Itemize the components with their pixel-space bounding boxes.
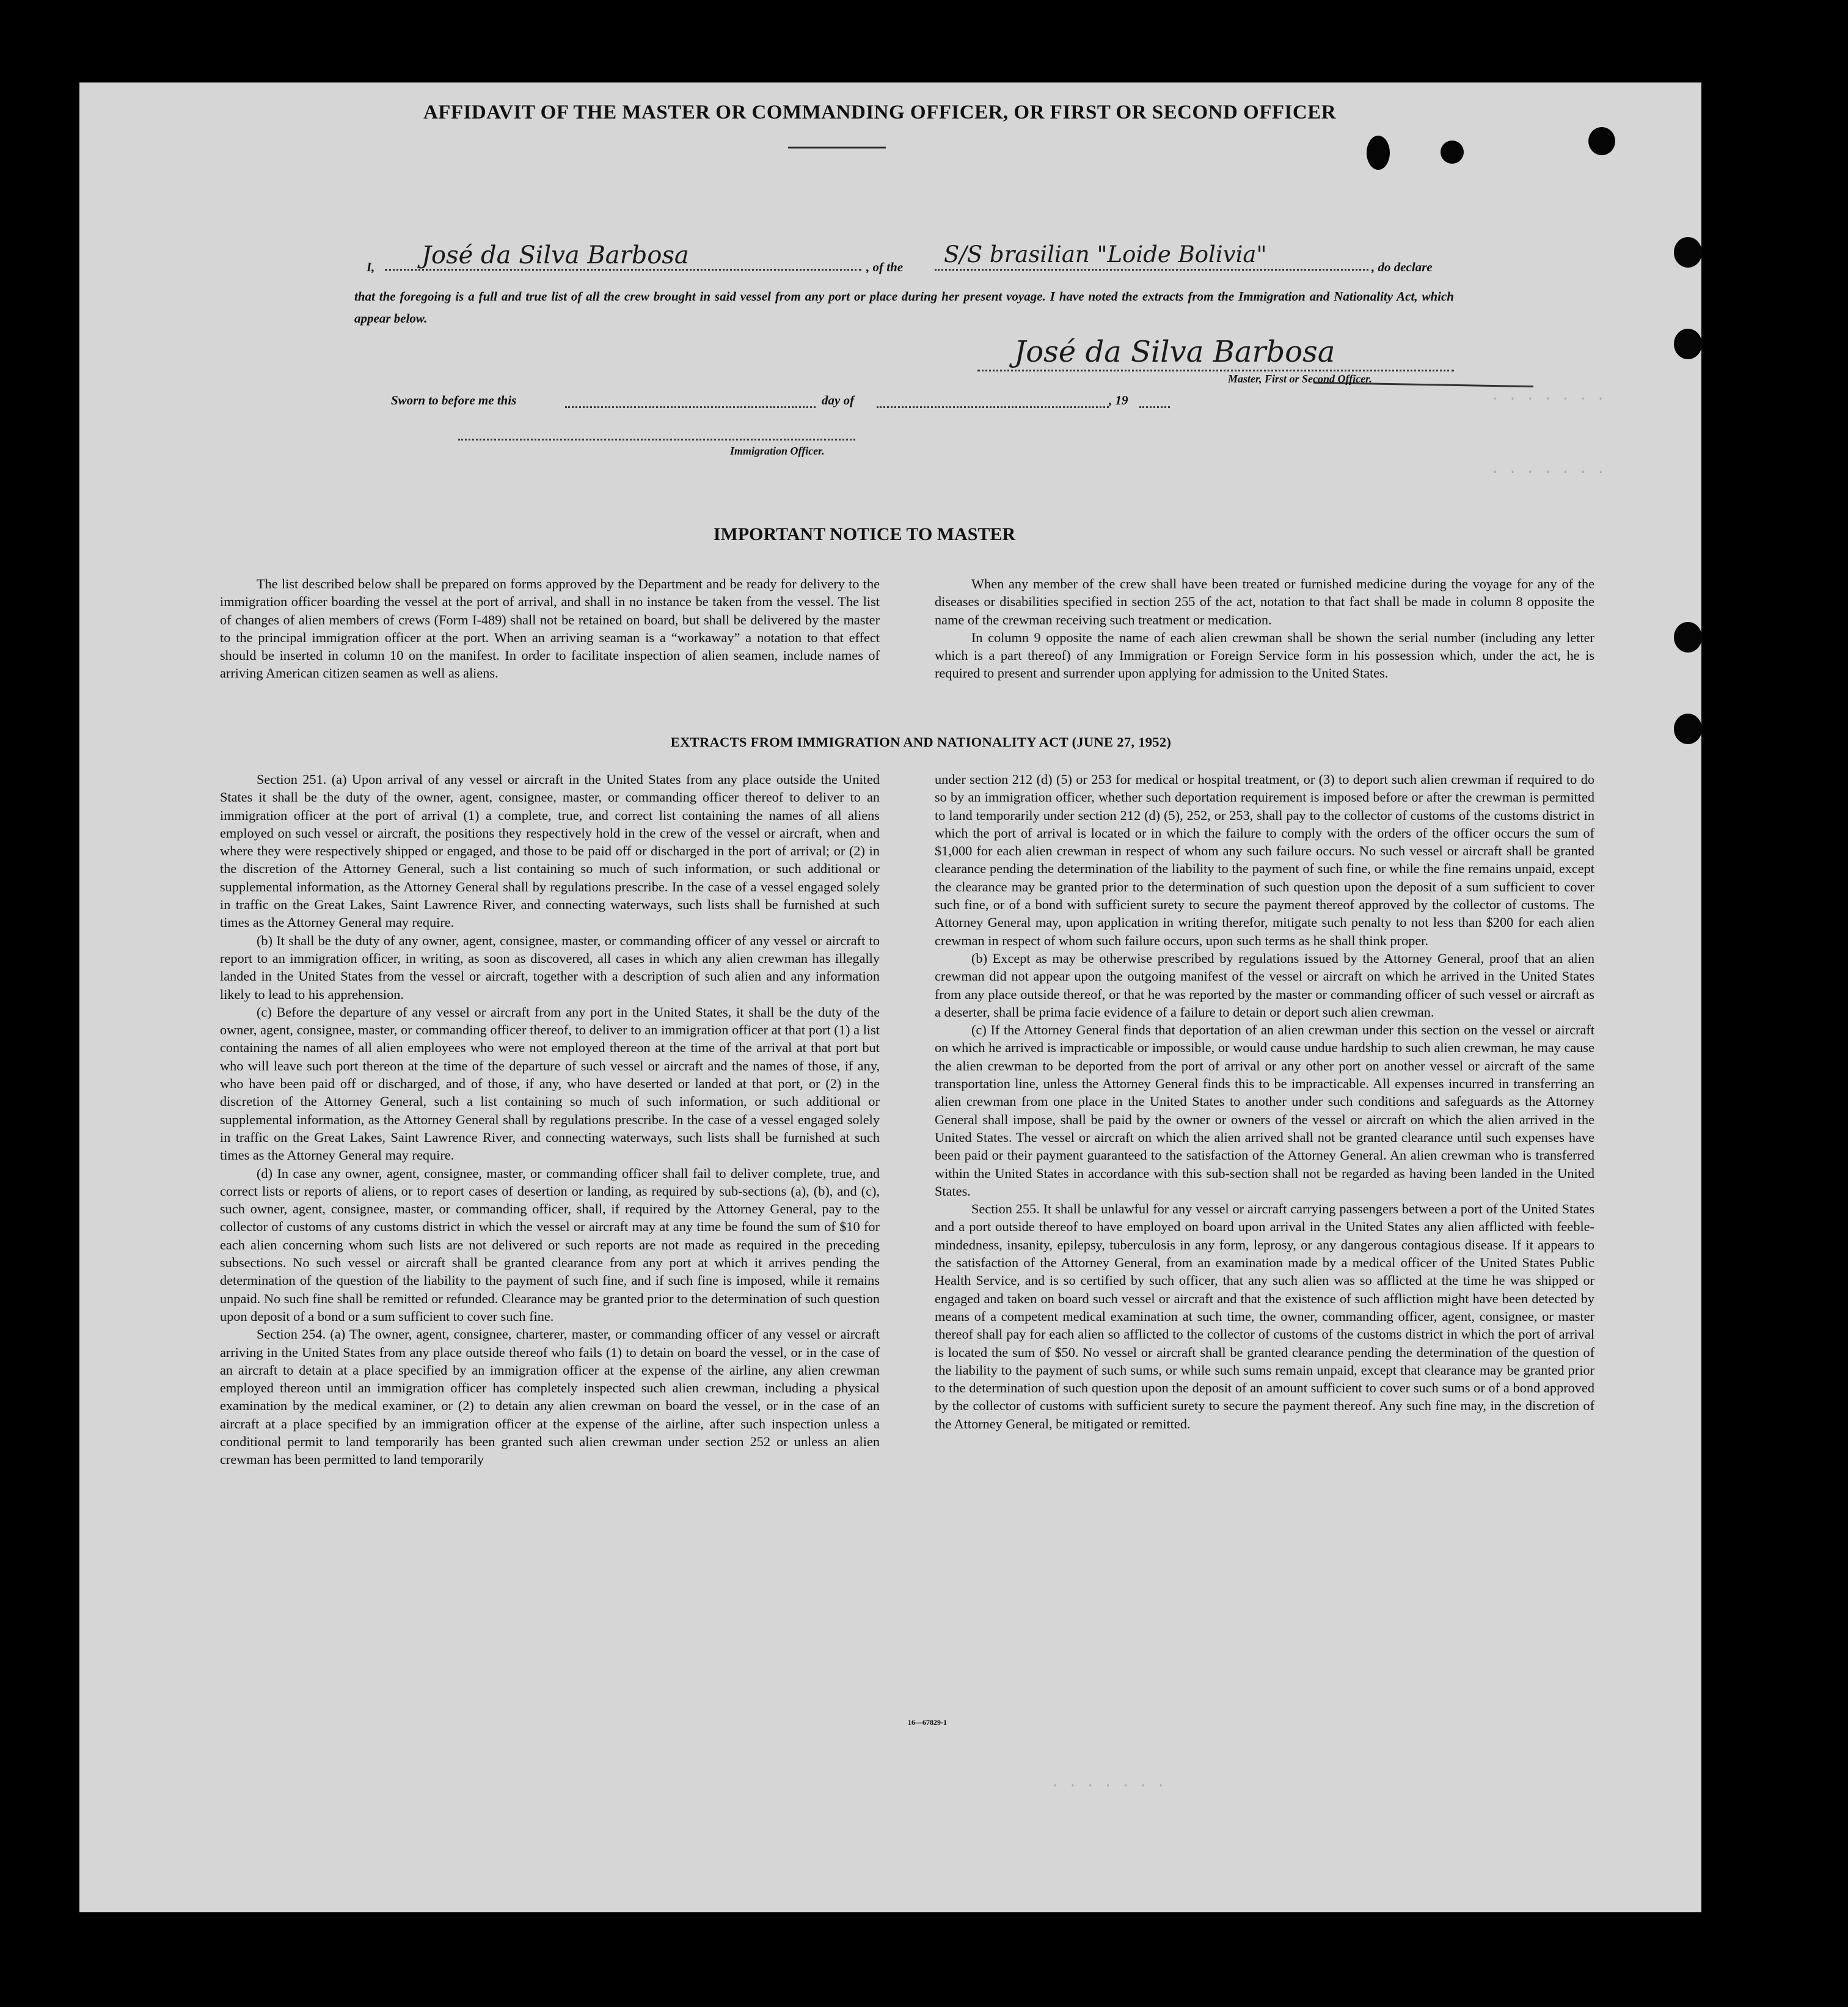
signature-caption: Master, First or Second Officer. bbox=[1228, 373, 1372, 385]
year-prefix: , 19 bbox=[1109, 393, 1128, 408]
notice-right-column bbox=[935, 575, 1594, 682]
bleed-through-text: · · · · · · · bbox=[1491, 464, 1605, 481]
declaration-body: that the foregoing is a full and true list of all the crew brought in said vessel from any port or place during her present voyage. I have noted the extracts from the Immigration and Nationality Act, which appear below. bbox=[354, 289, 1454, 326]
notice-paragraph: In column 9 opposite the name of each alien crewman shall be shown the serial number (including any letter which is a part thereof) of any Immigration or Foreign Service form in his possession which, under the act, he is required to present and surrender upon applying for admission to the United States. bbox=[935, 629, 1594, 681]
punch-hole bbox=[1674, 714, 1702, 744]
notice-paragraph: When any member of the crew shall have been treated or furnished medicine during the voyage for any of the diseases or disabilities specified in section 255 of the act, notation to that fact shall be made in column 8 opposite the name of the crewman receiving such treatment or medication. bbox=[935, 576, 1594, 627]
sworn-day-blank bbox=[565, 406, 816, 408]
act-paragraph: Section 254. (a) The owner, agent, consignee, charterer, master, or commanding officer of any vessel or aircraft arriving in the United States from any place outside thereof who fails (1) to detain on board the vessel, or in the case of an aircraft to detain at a place specified by an immigration officer at the expense of the airline, any alien crewman employed thereon until an immigration officer has completely inspected such alien crewman, including a physical examination by the medical examiner, or (2) to detain any alien crewman on board the vessel, or in the case of an aircraft at a place specified by an immigration officer at the expense of the airline, after such inspection unless a conditional permit to land temporarily has been granted such alien crewman under section 252 or unless an alien crewman has been permitted to land temporarily bbox=[220, 1326, 880, 1468]
extracts-right-column bbox=[935, 770, 1594, 1433]
immigration-officer-line bbox=[458, 439, 855, 441]
notice-paragraph: The list described below shall be prepared on forms approved by the Department and be ready for delivery to the immigration officer boarding the vessel at the port of arrival, and shall in no instance be taken from the vessel. The list of changes of alien members of crews (Form I-489) shall not be retained on board, but shall be delivered by the master to the principal immigration officer at the port. When an arriving seaman is a “workaway” a notation to that effect should be inserted in column 10 on the manifest. In order to facilitate inspection of alien seamen, include names of arriving American citizen seamen as well as aliens. bbox=[220, 576, 880, 681]
extracts-title: EXTRACTS FROM IMMIGRATION AND NATIONALITY ACT (JUNE 27, 1952) bbox=[670, 734, 1172, 750]
act-paragraph: Section 255. It shall be unlawful for any vessel or aircraft carrying passengers between a port of the United States and a port outside thereof to have employed on board upon arrival in the United States any alien afflicted with feeble-mindedness, insanity, epilepsy, tuberculosis in any form, leprosy, or any dangerous contagious disease. If it appears to the satisfaction of the Attorney General, from an examination made by a medical officer of the United States Public Health Service, and is so certified by such officer, that any such alien was so afflicted at the time he was shipped or engaged and taken on board such vessel or aircraft and that the existence of such affliction might have been detected by means of a competent medical examination at such time, the owner, commanding officer, agent, consignee, or master thereof shall pay for each alien so afflicted to the collector of customs of the customs district in which the port of arrival is located the sum of $50. No vessel or aircraft shall be granted clearance pending the determination of the question of the liability to the payment of such sums, or while such sums remain unpaid, except that clearance may be granted prior to the determination of such question upon the deposit of an amount sufficient to cover such sums or of a bond approved by the collector of customs with sufficient surety to secure the payment thereof. Any such fine may, in the discretion of the Attorney General, be mitigated or remitted. bbox=[935, 1201, 1594, 1431]
sworn-label: Sworn to before me this bbox=[391, 393, 517, 408]
do-declare-label: , do declare bbox=[1371, 260, 1433, 274]
act-paragraph: (c) Before the departure of any vessel or aircraft from any port in the United States, it shall be the duty of the owner, agent, consignee, master, or commanding officer thereof, to deliver to an immigration officer at that port (1) a list containing the names of all alien employees who were not employed thereon at the time of the arrival at that port but who will leave such port thereon at the time of the departure of such vessel or aircraft and the names of those, if any, who have been paid off or discharged, and of those, if any, who have deserted or landed at that port, or (2) in the discretion of the Attorney General, such a list containing so much of such information, or such additional or supplemental information, as the Attorney General shall by regulations prescribe. In the case of a vessel engaged solely in traffic on the Great Lakes, Saint Lawrence River, and connecting waterways, such lists shall be furnished at such times as the Attorney General may require. bbox=[220, 1004, 880, 1163]
sworn-month-blank bbox=[877, 406, 1109, 408]
form-number: 16—67829-1 bbox=[908, 1718, 947, 1727]
vessel-name-handwritten: S/S brasilian "Loide Bolivia" bbox=[944, 241, 1267, 268]
title-divider bbox=[788, 147, 886, 148]
act-paragraph: (c) If the Attorney General finds that deportation of an alien crewman under this section on the vessel or aircraft on which he arrived is impracticable or impossible, or would cause undue hardship to such alien crewman, he may cause the alien crewman to be deported from the port of arrival or any other port on another vessel or aircraft of the same transportation line, unless the Attorney General finds this to be impracticable. All expenses incurred in transferring an alien crewman from one place in the United States to another under such conditions and safeguards as the Attorney General shall impose, shall be paid by the owner or owners of the vessel or aircraft on which the alien arrived in the United States. The vessel or aircraft on which the alien arrived shall not be granted clearance until such expenses have been paid or their payment guaranteed to the satisfaction of the Attorney General. An alien crewman who is transferred within the United States in accordance with this sub-section shall not be regarded as having been landed in the United States. bbox=[935, 1022, 1594, 1199]
affidavit-title: AFFIDAVIT OF THE MASTER OR COMMANDING OFFICER, OR FIRST OR SECOND OFFICER bbox=[423, 101, 1337, 123]
punch-hole bbox=[1674, 237, 1702, 268]
bleed-through-text: · · · · · · · bbox=[1491, 391, 1605, 408]
bleed-through-text: · · · · · · · bbox=[1051, 1778, 1166, 1794]
declaration-line-prefix: I, bbox=[367, 260, 375, 274]
punch-hole bbox=[1674, 329, 1702, 359]
year-blank bbox=[1139, 406, 1170, 408]
day-of-label: day of bbox=[822, 393, 855, 408]
notice-left-column bbox=[220, 575, 880, 682]
punch-hole bbox=[1588, 127, 1615, 155]
signature-line bbox=[977, 370, 1454, 371]
of-the-label: , of the bbox=[866, 260, 904, 274]
act-paragraph: (b) It shall be the duty of any owner, agent, consignee, master, or commanding officer of any vessel or aircraft to report to an immigration officer, in writing, as soon as discovered, all cases in which any alien crewman has illegally landed in the United States from the vessel or aircraft, together with a description of such alien and any information likely to lead to his apprehension. bbox=[220, 932, 880, 1002]
punch-hole bbox=[1674, 622, 1702, 653]
act-paragraph: (b) Except as may be otherwise prescribed by regulations issued by the Attorney General, proof that an alien crewman did not appear upon the outgoing manifest of the vessel or aircraft on which he arrived in the United States from any place outside thereof, or that he was reported by the master or commanding officer of such vessel or aircraft as a deserter, shall be prima facie evidence of a failure to detain or deport such alien crewman. bbox=[935, 950, 1594, 1020]
notice-title: IMPORTANT NOTICE TO MASTER bbox=[713, 524, 1016, 544]
act-paragraph: Section 251. (a) Upon arrival of any vessel or aircraft in the United States from any place outside the United States it shall be the duty of the owner, agent, consignee, master, or commanding officer thereof to deliver to an immigration officer at the port of arrival (1) a complete, true, and correct list containing the names of all aliens employed on such vessel or aircraft, the positions they respectively hold in the crew of the vessel or aircraft, when and where they were respectively shipped or engaged, and those to be paid off or discharged in the port of arrival; or (2) in the discretion of the Attorney General, such a list containing so much of such information, or such additional or supplemental information, as the Attorney General shall by regulations prescribe. In the case of a vessel engaged solely in traffic on the Great Lakes, Saint Lawrence River, and connecting waterways, such lists shall be furnished at such times as the Attorney General may require. bbox=[220, 772, 880, 930]
punch-hole bbox=[1441, 141, 1464, 164]
act-paragraph: under section 212 (d) (5) or 253 for medical or hospital treatment, or (3) to deport such alien crewman if required to do so by an immigration officer, whether such deportation requirement is imposed before or after the crewman is permitted to land temporarily under section 212 (d) (5), 252, or 253, shall pay to the collector of customs of the customs district in which the port of arrival is located or in which the failure to comply with the orders of the officer occurs the sum of $1,000 for each alien crewman in respect of whom any such failure occurs. No such vessel or aircraft shall be granted clearance pending the determination of the liability to the payment of such fine, or while the fine remains unpaid, except the clearance may be granted prior to the determination of such question upon the deposit of a sum sufficient to cover such fine, or of a bond with sufficient surety to secure the payment thereof approved by the collector of customs. The Attorney General may, upon application in writing therefor, mitigate such penalty to not less than $200 for each alien crewman in respect of whom such failure occurs, upon such terms as he shall think proper. bbox=[935, 772, 1594, 948]
extracts-left-column bbox=[220, 770, 880, 1469]
master-signature: José da Silva Barbosa bbox=[1014, 335, 1335, 369]
vessel-name-blank bbox=[935, 269, 1368, 271]
immigration-officer-caption: Immigration Officer. bbox=[730, 445, 825, 457]
act-paragraph: (d) In case any owner, agent, consignee, master, or commanding officer shall fail to deliver complete, true, and correct lists or reports of aliens, or to report cases of desertion or landing, as required by sub-sections (a), (b), and (c), such owner, agent, consignee, master, or commanding officer, shall, if required by the Attorney General, pay to the collector of customs of any customs district in which the vessel or aircraft may at any time be found the sum of $10 for each alien concerning whom such lists are not delivered or such reports are not made as required in the preceding subsections. No such vessel or aircraft shall be granted clearance from any port at which it arrives pending the determination of the question of the liability to the payment of such fine, and if such fine is imposed, while it remains unpaid. No such fine shall be remitted or refunded. Clearance may be granted prior to the determination of such question upon deposit of a bond or a sum sufficient to cover such fine. bbox=[220, 1165, 880, 1324]
punch-hole bbox=[1367, 136, 1390, 170]
master-name-handwritten: José da Silva Barbosa bbox=[422, 241, 689, 269]
